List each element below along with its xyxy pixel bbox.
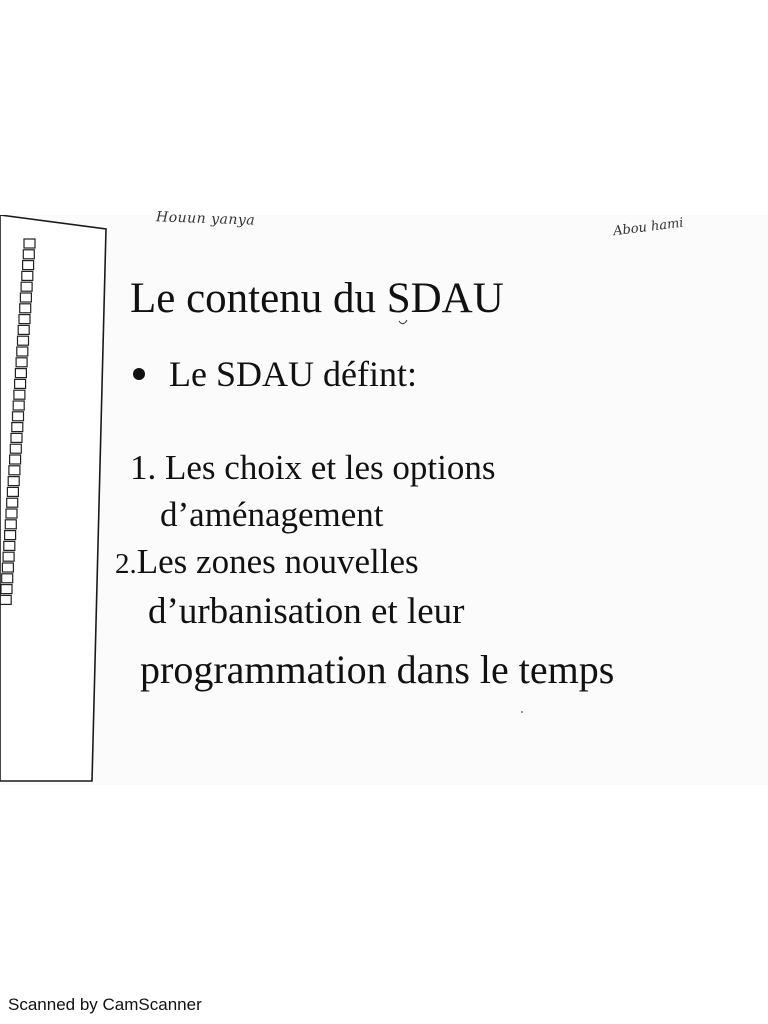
scan-speck <box>521 711 523 713</box>
bullet-item <box>133 353 417 395</box>
list-item-2-number: 2. <box>115 548 137 580</box>
list-item-1-number: 1. <box>130 448 157 487</box>
list-item-2-line-1: Les zones nouvelles <box>136 542 419 581</box>
list-item-1 <box>130 448 496 488</box>
handwritten-name-right: Abou hami <box>612 215 685 240</box>
bullet-text: Le SDAU défint: <box>169 354 417 394</box>
slide-thumbnail-strip <box>0 215 110 785</box>
list-item-1-line-1: Les choix et les options <box>165 448 496 487</box>
list-item-2-line-3: programmation dans le temps <box>140 647 615 692</box>
handwritten-name-left: Houun yanya <box>155 209 256 229</box>
list-item-2-line-2: d’urbanisation et leur <box>148 591 465 632</box>
slide-title: Le contenu du SDAU <box>130 275 504 322</box>
pen-mark <box>397 318 409 328</box>
list-item-2 <box>115 542 419 582</box>
bullet-icon <box>133 368 145 380</box>
scanner-watermark: Scanned by CamScanner <box>8 995 202 1014</box>
list-item-1-line-2: d’aménagement <box>160 495 384 534</box>
